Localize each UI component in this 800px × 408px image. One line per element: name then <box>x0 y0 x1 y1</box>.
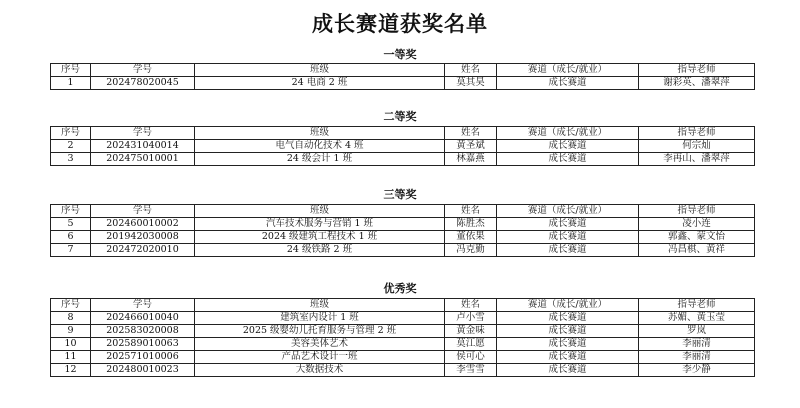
table-row <box>51 218 755 231</box>
cell-student-id: 202472020010 <box>91 244 195 257</box>
cell-teacher: 李丽清 <box>639 351 755 364</box>
header-class: 班级 <box>195 127 445 140</box>
table-row <box>51 140 755 153</box>
header-name: 姓名 <box>445 127 497 140</box>
cell-student-id: 202475010001 <box>91 153 195 166</box>
header-index: 序号 <box>51 299 91 312</box>
cell-student-id: 202480010023 <box>91 364 195 377</box>
cell-track: 成长赛道 <box>497 231 639 244</box>
cell-name: 董依果 <box>445 231 497 244</box>
cell-name: 莫其昊 <box>445 77 497 90</box>
header-name: 姓名 <box>445 299 497 312</box>
table-header-row <box>51 64 755 77</box>
cell-name: 侯可心 <box>445 351 497 364</box>
cell-class: 24 级会计 1 班 <box>195 153 445 166</box>
cell-teacher: 李少静 <box>639 364 755 377</box>
header-track: 赛道（成长/就业） <box>497 64 639 77</box>
table-header-row <box>51 127 755 140</box>
cell-name: 冯克勤 <box>445 244 497 257</box>
section-title-second-prize: 二等奖 <box>383 110 417 123</box>
cell-track: 成长赛道 <box>497 325 639 338</box>
table-row <box>51 244 755 257</box>
header-track: 赛道（成长/就业） <box>497 205 639 218</box>
second-prize-table <box>50 126 755 166</box>
cell-class: 美容美体艺术 <box>195 338 445 351</box>
header-class: 班级 <box>195 299 445 312</box>
table-row <box>51 231 755 244</box>
section-title-first-prize: 一等奖 <box>383 48 417 61</box>
cell-track: 成长赛道 <box>497 244 639 257</box>
header-student-id: 学号 <box>91 205 195 218</box>
third-prize-table <box>50 204 755 257</box>
cell-index: 3 <box>51 153 91 166</box>
cell-teacher: 何宗灿 <box>639 140 755 153</box>
first-prize-table <box>50 63 755 90</box>
table-row <box>51 325 755 338</box>
cell-track: 成长赛道 <box>497 77 639 90</box>
cell-student-id: 202466010040 <box>91 312 195 325</box>
cell-class: 产品艺术设计一班 <box>195 351 445 364</box>
cell-name: 黄金味 <box>445 325 497 338</box>
section-title-excellence-award: 优秀奖 <box>383 282 417 295</box>
cell-index: 5 <box>51 218 91 231</box>
table-row <box>51 153 755 166</box>
cell-class: 24 电商 2 班 <box>195 77 445 90</box>
cell-name: 黄圣斌 <box>445 140 497 153</box>
cell-name: 李雪雪 <box>445 364 497 377</box>
header-class: 班级 <box>195 64 445 77</box>
cell-student-id: 202589010063 <box>91 338 195 351</box>
table-row <box>51 351 755 364</box>
cell-student-id: 202571010006 <box>91 351 195 364</box>
header-index: 序号 <box>51 64 91 77</box>
cell-index: 11 <box>51 351 91 364</box>
header-teacher: 指导老师 <box>639 64 755 77</box>
header-teacher: 指导老师 <box>639 299 755 312</box>
cell-teacher: 凌小连 <box>639 218 755 231</box>
cell-name: 卢小雪 <box>445 312 497 325</box>
cell-student-id: 202460010002 <box>91 218 195 231</box>
table-header-row <box>51 299 755 312</box>
cell-class: 24 级铁路 2 班 <box>195 244 445 257</box>
cell-student-id: 201942030008 <box>91 231 195 244</box>
cell-index: 9 <box>51 325 91 338</box>
cell-class: 大数据技术 <box>195 364 445 377</box>
cell-teacher: 李再山、潘翠萍 <box>639 153 755 166</box>
cell-index: 8 <box>51 312 91 325</box>
header-class: 班级 <box>195 205 445 218</box>
cell-name: 陈胜杰 <box>445 218 497 231</box>
table-row <box>51 312 755 325</box>
header-teacher: 指导老师 <box>639 205 755 218</box>
excellence-award-table <box>50 298 755 377</box>
header-student-id: 学号 <box>91 299 195 312</box>
cell-track: 成长赛道 <box>497 351 639 364</box>
cell-track: 成长赛道 <box>497 338 639 351</box>
cell-student-id: 202431040014 <box>91 140 195 153</box>
header-teacher: 指导老师 <box>639 127 755 140</box>
cell-teacher: 冯昌棋、黄祥 <box>639 244 755 257</box>
cell-class: 2025 级婴幼儿托育服务与管理 2 班 <box>195 325 445 338</box>
cell-student-id: 202478020045 <box>91 77 195 90</box>
cell-teacher: 郭鑫、蒙文怡 <box>639 231 755 244</box>
cell-index: 6 <box>51 231 91 244</box>
cell-class: 2024 级建筑工程技术 1 班 <box>195 231 445 244</box>
section-title-third-prize: 三等奖 <box>383 188 417 201</box>
cell-track: 成长赛道 <box>497 153 639 166</box>
header-name: 姓名 <box>445 205 497 218</box>
cell-track: 成长赛道 <box>497 364 639 377</box>
cell-teacher: 苏媚、黄玉莹 <box>639 312 755 325</box>
cell-teacher: 谢彩英、潘翠萍 <box>639 77 755 90</box>
cell-index: 10 <box>51 338 91 351</box>
cell-name: 莫江愿 <box>445 338 497 351</box>
cell-teacher: 李丽清 <box>639 338 755 351</box>
cell-track: 成长赛道 <box>497 140 639 153</box>
page-title: 成长赛道获奖名单 <box>312 11 488 36</box>
cell-index: 2 <box>51 140 91 153</box>
cell-teacher: 罗岚 <box>639 325 755 338</box>
header-student-id: 学号 <box>91 64 195 77</box>
cell-name: 林嘉燕 <box>445 153 497 166</box>
cell-class: 电气自动化技术 4 班 <box>195 140 445 153</box>
cell-index: 7 <box>51 244 91 257</box>
table-row <box>51 77 755 90</box>
cell-index: 1 <box>51 77 91 90</box>
table-row <box>51 338 755 351</box>
header-index: 序号 <box>51 127 91 140</box>
cell-student-id: 202583020008 <box>91 325 195 338</box>
cell-track: 成长赛道 <box>497 312 639 325</box>
header-index: 序号 <box>51 205 91 218</box>
cell-index: 12 <box>51 364 91 377</box>
header-track: 赛道（成长/就业） <box>497 299 639 312</box>
table-row <box>51 364 755 377</box>
header-track: 赛道（成长/就业） <box>497 127 639 140</box>
header-student-id: 学号 <box>91 127 195 140</box>
table-header-row <box>51 205 755 218</box>
cell-class: 汽车技术服务与营销 1 班 <box>195 218 445 231</box>
cell-track: 成长赛道 <box>497 218 639 231</box>
cell-class: 建筑室内设计 1 班 <box>195 312 445 325</box>
header-name: 姓名 <box>445 64 497 77</box>
